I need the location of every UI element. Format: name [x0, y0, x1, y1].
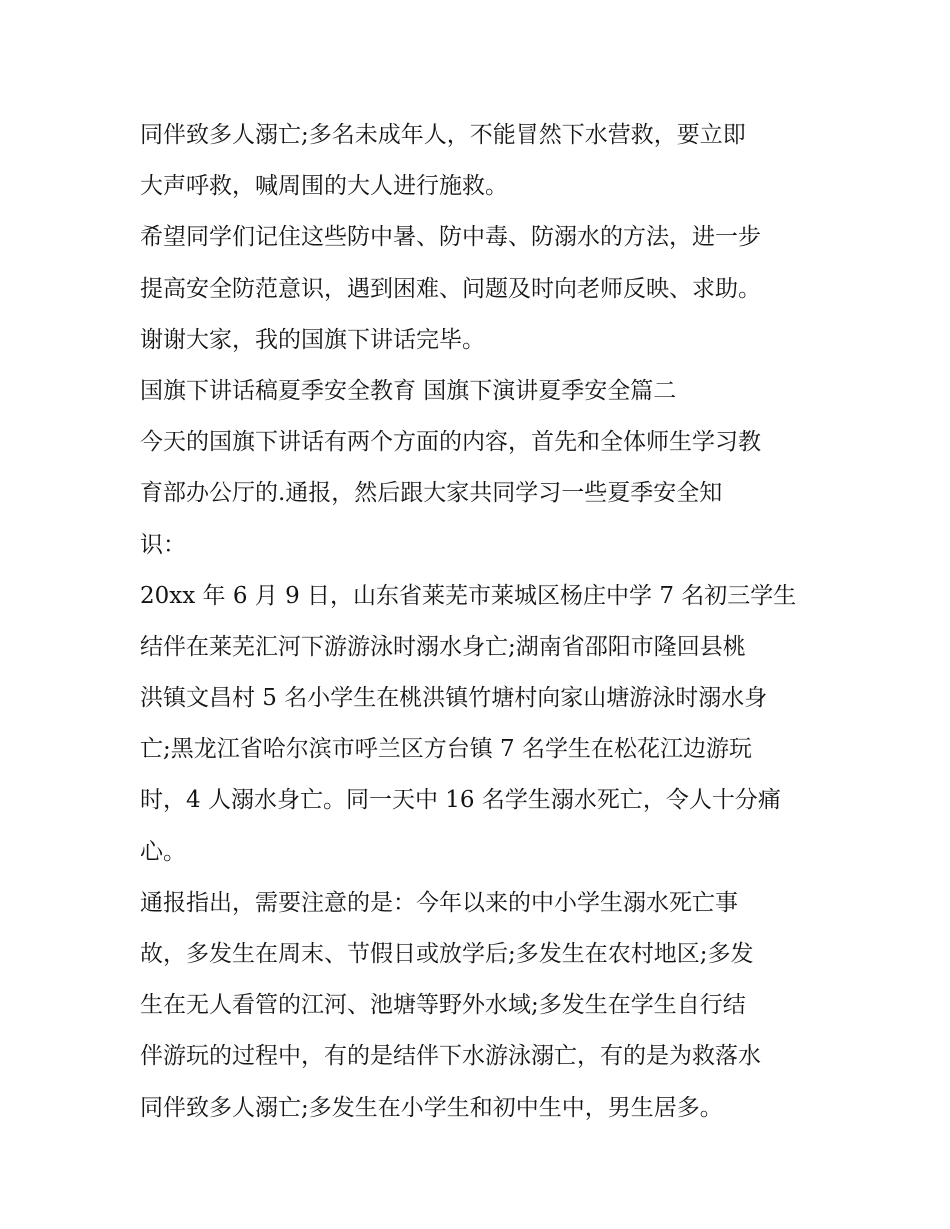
text-line-18: 生在无人看管的江河、池塘等野外水域;多发生在学生自行结 — [140, 992, 746, 1019]
text-line-19: 伴游玩的过程中，有的是结伴下水游泳溺亡，有的是为救落水 — [140, 1043, 761, 1070]
text-line-5: 谢谢大家，我的国旗下讲话完毕。 — [140, 326, 485, 353]
text-line-20: 同伴致多人溺亡;多发生在小学生和初中生中，男生居多。 — [140, 1094, 723, 1121]
text-line-15: 心。 — [140, 838, 186, 865]
document-body — [140, 110, 820, 1134]
text-line-7: 今天的国旗下讲话有两个方面的内容，首先和全体师生学习教 — [140, 429, 761, 456]
text-line-14: 时，4 人溺水身亡。同一天中 16 名学生溺水死亡，令人十分痛 — [140, 787, 781, 814]
text-line-11: 结伴在莱芜汇河下游游泳时溺水身亡;湖南省邵阳市隆回县桃 — [140, 633, 746, 660]
text-line-13: 亡;黑龙江省哈尔滨市呼兰区方台镇 7 名学生在松花江边游玩 — [140, 736, 753, 763]
text-line-8: 育部办公厅的.通报，然后跟大家共同学习一些夏季安全知 — [140, 480, 723, 507]
text-line-3: 希望同学们记住这些防中暑、防中毒、防溺水的方法，进一步 — [140, 224, 761, 251]
text-line-17: 故，多发生在周末、节假日或放学后;多发生在农村地区;多发 — [140, 941, 754, 967]
section-heading: 国旗下讲话稿夏季安全教育 国旗下演讲夏季安全篇二 — [140, 377, 677, 404]
text-line-12: 洪镇文昌村 5 名小学生在桃洪镇竹塘村向家山塘游泳时溺水身 — [140, 685, 768, 712]
text-line-9: 识： — [140, 531, 186, 558]
text-line-16: 通报指出，需要注意的是：今年以来的中小学生溺水死亡事 — [140, 889, 738, 916]
text-line-4: 提高安全防范意识，遇到困难、问题及时向老师反映、求助。 — [140, 275, 761, 302]
text-line-2: 大声呼救，喊周围的大人进行施救。 — [140, 173, 508, 200]
text-line-10: 20xx 年 6 月 9 日，山东省莱芜市莱城区杨庄中学 7 名初三学生 — [140, 582, 797, 609]
text-line-1: 同伴致多人溺亡;多名未成年人，不能冒然下水营救，要立即 — [140, 122, 746, 148]
